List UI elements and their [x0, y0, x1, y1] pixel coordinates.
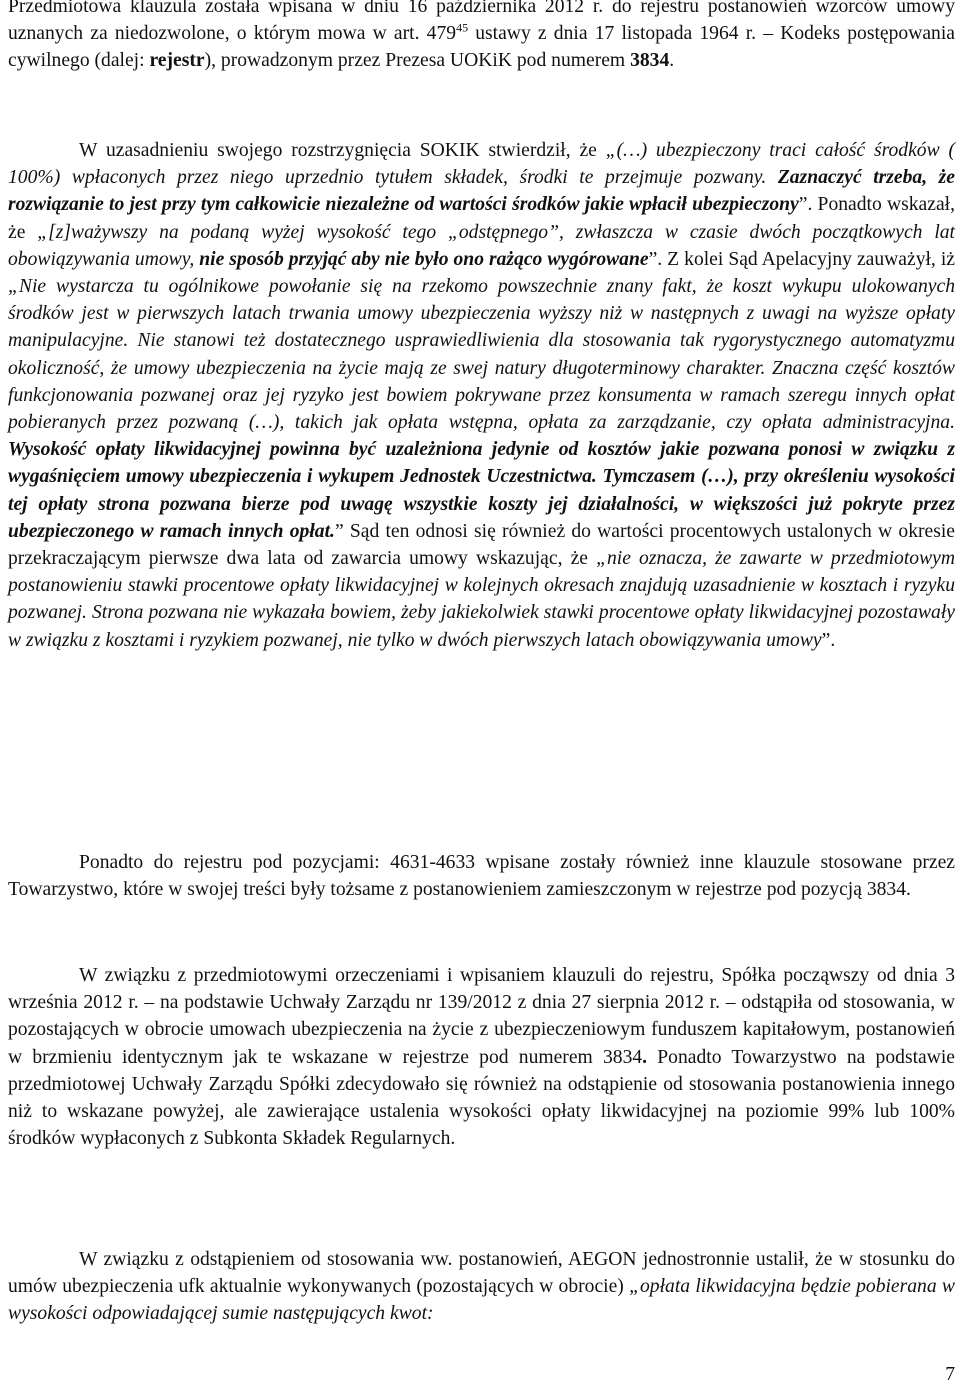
text: . [669, 50, 675, 72]
paragraph-other-clauses [8, 849, 955, 903]
text: ” Sąd ten odnosi się również do wartości procentowych ustalonych w okresie przekraczającym pierwsze dwa lata od zawarcia umowy wskazując, że [8, 520, 955, 570]
paragraph-aegon-fee [8, 1246, 955, 1328]
text: Ponadto Towarzystwo na podstawie przedmiotowej Uchwały Zarządu Spółki zdecydowało się również na odstąpienie od stosowania postanowienia innego niż to wskazane powyżej, ale zawierające ustalenia wysokości opłaty likwidacyjnej na poziomie 99% lub 100% środków wypłaconych z Subkonta Składek Regularnych. [8, 1046, 955, 1150]
superscript: 45 [456, 20, 469, 35]
text: ”. [821, 629, 836, 651]
text: ”. Z kolei Sąd Apelacyjny zauważył, iż [648, 248, 955, 270]
text: Ponadto do rejestru pod pozycjami: 4631-4633 wpisane zostały również inne klauzule stosowane przez Towarzystwo, które w swojej treści były tożsame z postanowieniem zamieszczonym w rejestrze pod pozycją 3834. [8, 852, 955, 901]
italic-quote: „Nie wystarcza tu ogólnikowe powołanie się na rzekomo powszechnie znany fakt, że koszt wykupu ulokowanych środków jest w pierwszych latach trwania umowy ubezpieczenia wyższy niż w następnych z uwagi na wyższe opłaty manipulacyjne. Nie stanowi też dostatecznego usprawiedliwienia dla stosowania tak rygorystycznego automatyzmu okoliczność, że umowy ubezpieczenia na życie mają ze swej natury długoterminowy charakter. Znaczna część kosztów funkcjonowania pozwanej oraz jej ryzyko jest bowiem pokrywane przez konsumenta w ramach szeregu innych opłat pobieranych przez pozwaną (…), takich jak opłata wstępna, opłata za zarządzanie, czy opłata administracyjna. [8, 276, 955, 434]
bold-italic-quote: Wysokość opłaty likwidacyjnej powinna być uzależniona jedynie od kosztów jakie pozwana ponosi w związku z wygaśnięciem umowy ubezpieczenia i wykupem Jednostek Uczestnictwa. Tymczasem (…), przy określeniu wysokości tej opłaty strona pozwana bierze pod uwagę wszystkie koszty jej działalności, w większości już pokryte przez ubezpieczonego w ramach innych opłat. [8, 439, 955, 542]
bold-term-rejestr: rejestr [149, 50, 205, 72]
paragraph-company-withdrawal [8, 962, 955, 1152]
bold-italic-quote: nie sposób przyjąć aby nie było ono rażąco wygórowane [199, 248, 649, 270]
text: Przedmiotowa klauzula została wpisana w dniu 16 października 2012 r. do rejestru postanowień wzorców umowy uznanych za niedozwolone, o którym mowa w art. 479 [8, 0, 955, 45]
bold-period: . [642, 1046, 648, 1068]
paragraph-clause-entry [8, 0, 955, 75]
text: W związku z przedmiotowymi orzeczeniami i wpisaniem klauzuli do rejestru, Spółka począwszy od dnia 3 września 2012 r. – na podstawie Uchwały Zarządu nr 139/2012 z dnia 27 sierpnia 2012 r. – odstąpiła od stosowania, w pozostających w obrocie umowach ubezpieczenia na życie z ubezpieczeniowym funduszem kapitałowym, postanowień w brzmieniu identycznym jak te wskazane w rejestrze pod numerem 3834 [8, 965, 955, 1068]
page-number: 7 [945, 1364, 955, 1385]
italic-quote: „nie oznacza, że zawarte w przedmiotowym postanowieniu stawki procentowe opłaty likwidacyjnej w kolejnych okresach znajdują uzasadnienie w kosztach i ryzyku pozwanej. Strona pozwana nie wykazała bowiem, żeby jakiekolwiek stawki procentowe opłaty likwidacyjnej pozostawały w związku z kosztami i ryzykiem pozwanej, nie tylko w dwóch pierwszych latach obowiązywania umowy [8, 548, 956, 651]
text: W uzasadnieniu swojego rozstrzygnięcia SOKIK stwierdził, że [79, 140, 606, 161]
bold-register-number: 3834 [630, 50, 670, 72]
italic-quote: „(…) ubezpieczony traci całość środków ( 100%) wpłaconych przez niego uprzednio tytułem składek, środki te przejmuje pozwany. [8, 140, 956, 189]
text: ”. Ponadto wskazał, że [8, 194, 955, 243]
bold-italic-quote: Zaznaczyć trzeba, że rozwiązanie to jest przy tym całkowicie niezależne od wartości środków jakie wpłacił ubezpieczony [8, 167, 956, 216]
italic-quote: „[z]ważywszy na podaną wyżej wysokość tego „odstępnego”, zwłaszcza w czasie dwóch początkowych lat obowiązywania umowy, [8, 221, 956, 270]
italic-quote: „opłata likwidacyjna będzie pobierana w wysokości odpowiadającej sumie następujących kwot: [8, 1276, 955, 1325]
text: ), prowadzonym przez Prezesa UOKiK pod numerem [204, 50, 631, 72]
text: W związku z odstąpieniem od stosowania ww. postanowień, AEGON jednostronnie ustalił, że w stosunku do umów ubezpieczenia ufk aktualnie wykonywanych (pozostających w obrocie) [8, 1249, 955, 1298]
paragraph-sokik-justification [8, 137, 955, 654]
text: ustawy z dnia 17 listopada 1964 r. – Kodeks postępowania cywilnego (dalej: [8, 23, 955, 72]
